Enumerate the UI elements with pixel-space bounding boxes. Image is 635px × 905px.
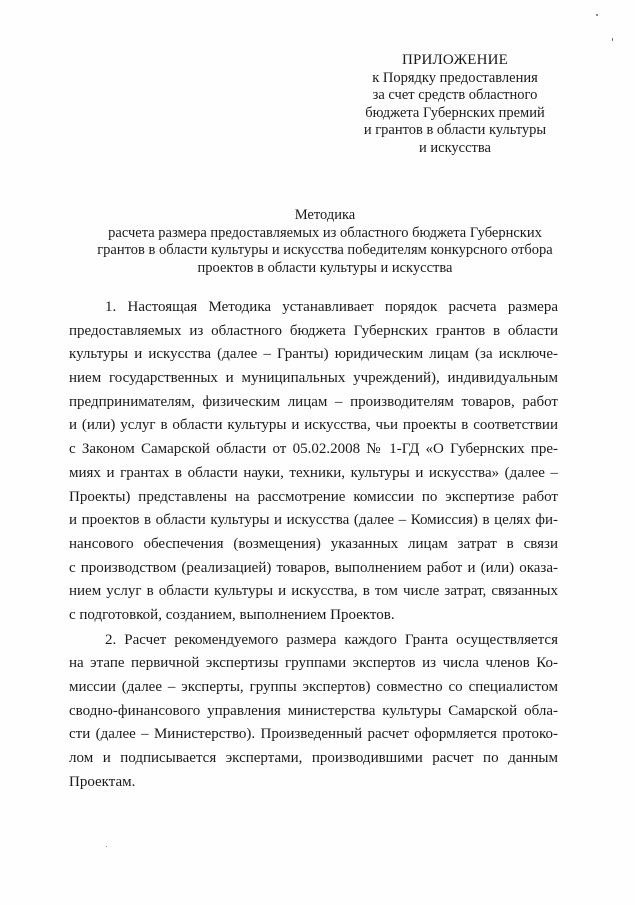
paragraph-line: 1. Настоящая Методика устанавливает порядок расчета размера xyxy=(105,299,558,315)
title-line: расчета размера предоставляемых из областного бюджета Губернских xyxy=(108,224,542,241)
scan-speck xyxy=(596,14,598,16)
paragraph-line: нием услуг в области культуры и искусства, в том числе затрат, связанных xyxy=(69,583,558,600)
paragraph-2 xyxy=(69,629,558,795)
paragraph-line: миссии (далее – эксперты, группы экспертов) совместно со специалистом xyxy=(69,679,558,695)
appendix-line: бюджета Губернских премий xyxy=(365,104,545,121)
paragraph-line: и проектов в области культуры и искусства (далее – Комиссия) в целях фи- xyxy=(69,512,558,529)
paragraph-1 xyxy=(69,296,558,628)
document-body xyxy=(69,296,558,794)
paragraph-line: с подготовкой, созданием, выполнением Проектов. xyxy=(69,606,395,623)
paragraph-line: культуры и искусства (далее – Гранты) юридическим лицам (за исключе- xyxy=(69,346,558,363)
paragraph-line: нием государственных и муниципальных учреждений), индивидуальным xyxy=(69,370,558,387)
appendix-line: за счет средств областного xyxy=(372,87,538,103)
paragraph-line: 2. Расчет рекомендуемого размера каждого Гранта осуществляется xyxy=(105,631,558,648)
paragraph-line: предоставляемых из областного бюджета Губернских грантов в области xyxy=(69,322,558,339)
title-line: грантов в области культуры и искусства победителям конкурсного отбора xyxy=(97,242,553,258)
appendix-line: к Порядку предоставления xyxy=(372,69,538,86)
title-heading: Методика xyxy=(294,207,356,223)
paragraph-line: на этапе первичной экспертизы группами экспертов из числа членов Ко- xyxy=(69,655,558,672)
appendix-line: и грантов в области культуры xyxy=(363,122,547,138)
paragraph-line: Проекты) представлены на рассмотрение комиссии по экспертизе работ xyxy=(69,488,558,505)
document-title xyxy=(60,207,590,277)
paragraph-line: миях и грантах в области науки, техники, культуры и искусства» (далее – xyxy=(69,464,558,481)
paragraph-line: и (или) услуг в области культуры и искусства, чьи проекты в соответствии xyxy=(69,417,558,434)
appendix-block xyxy=(330,52,580,157)
paragraph-line: лом и подписывается экспертами, производившими расчет по данным xyxy=(69,750,558,767)
paragraph-line: сти (далее – Министерство). Произведенный расчет оформляется протоко- xyxy=(69,726,558,743)
paragraph-line: с Законом Самарской области от 05.02.2008 № 1-ГД «О Губернских пре- xyxy=(69,441,558,458)
appendix-line: и искусства xyxy=(419,139,491,156)
paragraph-line: сводно-финансового управления министерства культуры Самарской обла- xyxy=(69,702,558,719)
scan-speck xyxy=(106,846,107,847)
paragraph-line: с производством (реализацией) товаров, выполнением работ и (или) оказа- xyxy=(69,559,558,576)
paragraph-line: Проектам. xyxy=(69,773,136,790)
title-line: проектов в области культуры и искусства xyxy=(197,259,453,276)
scan-speck xyxy=(612,38,613,41)
paragraph-line: нансового обеспечения (возмещения) указанных лицам затрат в связи xyxy=(69,535,558,552)
appendix-heading: ПРИЛОЖЕНИЕ xyxy=(401,52,509,68)
paragraph-line: предпринимателям, физическим лицам – производителям товаров, работ xyxy=(69,393,558,410)
